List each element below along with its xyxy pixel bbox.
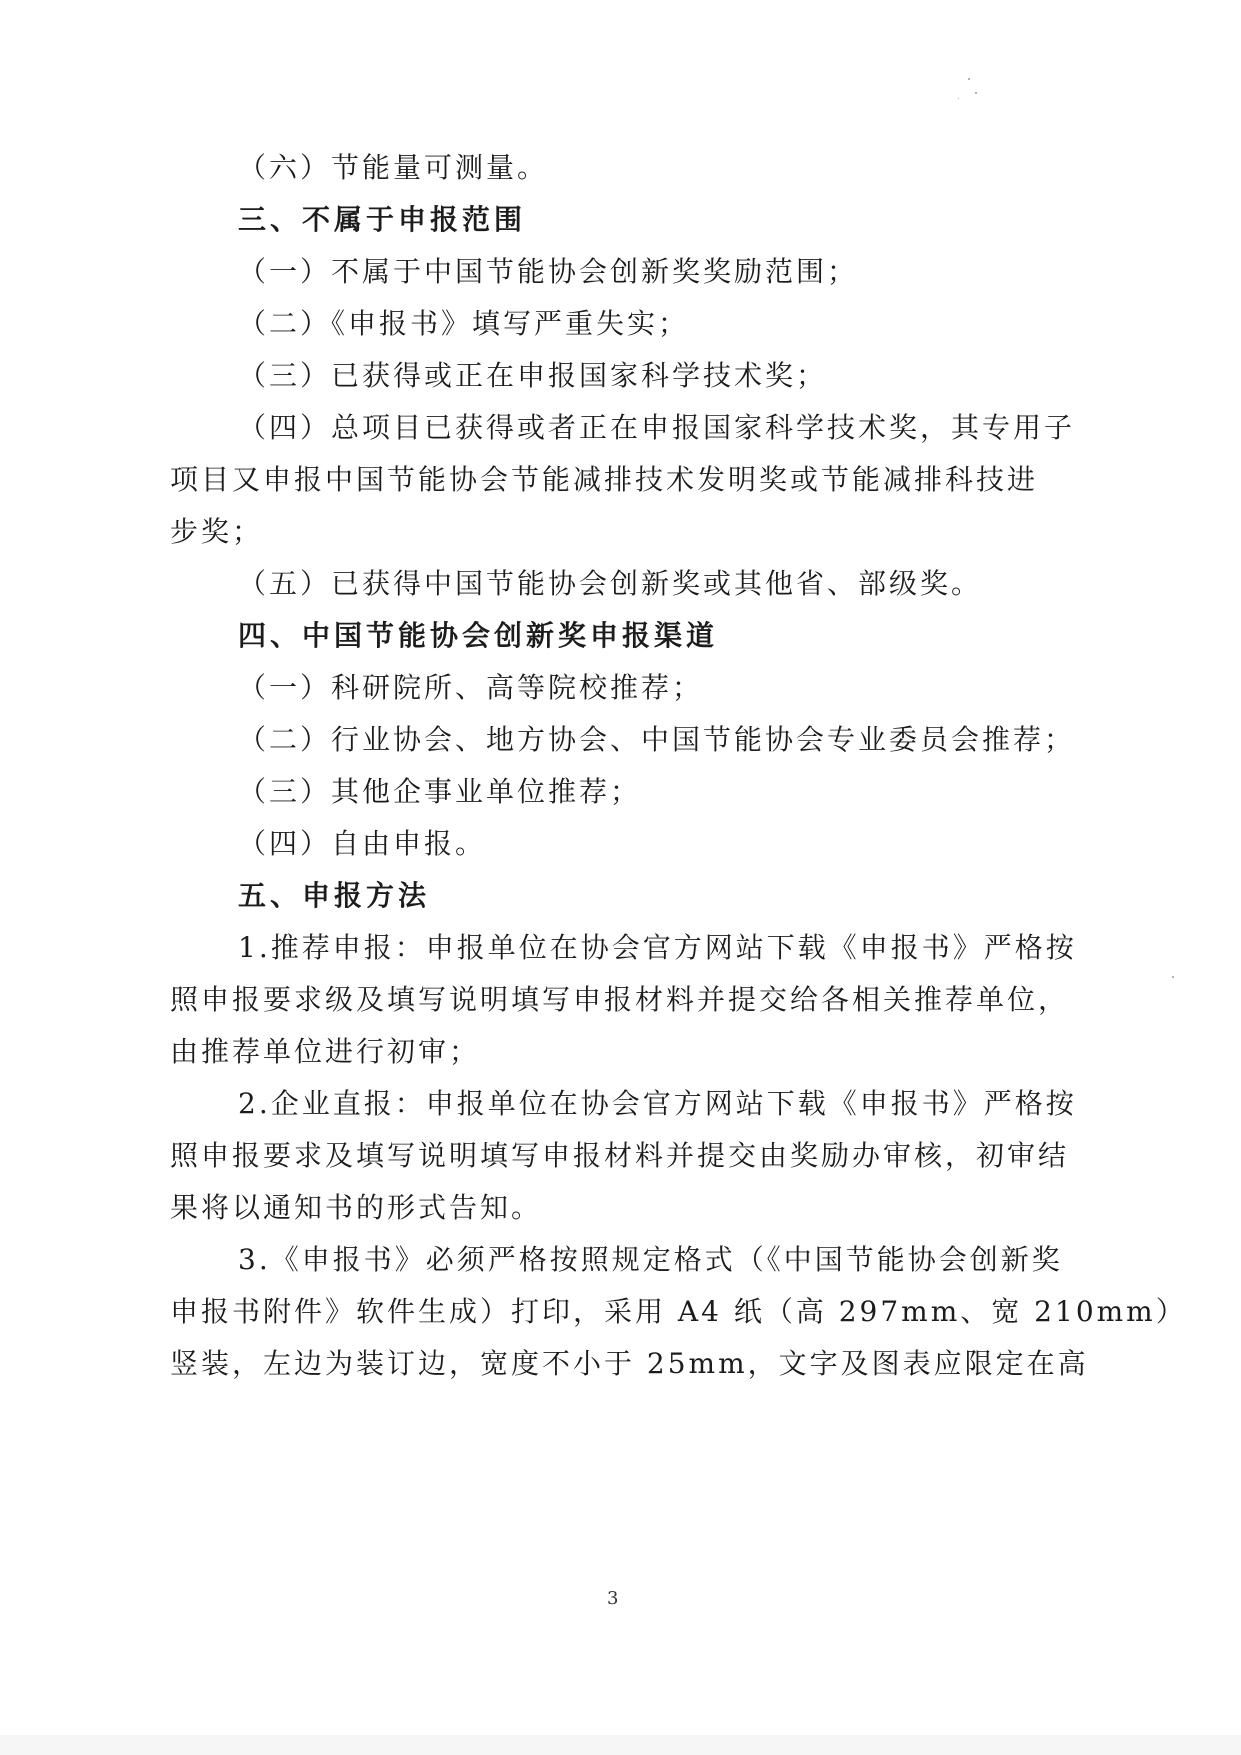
exclusion-item-1: （一）不属于中国节能协会创新奖奖励范围； xyxy=(238,255,859,288)
heading-section-5: 五、申报方法 xyxy=(238,879,431,912)
exclusion-item-5: （五）已获得中国节能协会创新奖或其他省、部级奖。 xyxy=(238,567,983,600)
scan-speck xyxy=(1172,976,1174,978)
exclusion-item-4-cont-2: 步奖； xyxy=(170,515,264,548)
heading-section-3: 三、不属于申报范围 xyxy=(238,203,527,236)
scan-bottom-edge xyxy=(0,1735,1241,1755)
exclusion-item-3: （三）已获得或正在申报国家科学技术奖； xyxy=(238,359,828,392)
channel-item-3: （三）其他企事业单位推荐； xyxy=(238,775,642,808)
channel-item-1: （一）科研院所、高等院校推荐； xyxy=(238,671,704,704)
method-item-3-cont-2: 竖装，左边为装订边，宽度不小于 25mm，文字及图表应限定在高 xyxy=(170,1347,1089,1380)
page-number: 3 xyxy=(607,1588,619,1609)
exclusion-item-4-cont-1: 项目又申报中国节能协会节能减排技术发明奖或节能减排科技进 xyxy=(170,463,1039,496)
heading-section-4: 四、中国节能协会创新奖申报渠道 xyxy=(238,619,719,652)
exclusion-item-2: （二）《申报书》填写严重失实； xyxy=(238,307,690,340)
scan-speck xyxy=(975,92,977,94)
scan-speck xyxy=(958,98,959,99)
method-item-2-cont-2: 果将以通知书的形式告知。 xyxy=(170,1191,543,1224)
exclusion-item-4: （四）总项目已获得或者正在申报国家科学技术奖，其专用子 xyxy=(238,411,1076,444)
method-item-3-cont-1: 申报书附件》软件生成）打印，采用 A4 纸（高 297mm、宽 210mm） xyxy=(170,1295,1187,1328)
method-item-3: 3.《申报书》必须严格按照规定格式（《中国节能协会创新奖 xyxy=(238,1243,1063,1276)
scan-speck xyxy=(968,78,970,80)
method-item-2: 2.企业直报：申报单位在协会官方网站下载《申报书》严格按 xyxy=(238,1087,1077,1120)
method-item-1-cont-2: 由推荐单位进行初审； xyxy=(170,1035,481,1068)
item-6-measurable: （六）节能量可测量。 xyxy=(238,151,549,184)
method-item-1: 1.推荐申报：申报单位在协会官方网站下载《申报书》严格按 xyxy=(238,931,1077,964)
channel-item-2: （二）行业协会、地方协会、中国节能协会专业委员会推荐； xyxy=(238,723,1076,756)
method-item-1-cont-1: 照申报要求级及填写说明填写申报材料并提交给各相关推荐单位， xyxy=(170,983,1070,1016)
channel-item-4: （四）自由申报。 xyxy=(238,827,487,860)
method-item-2-cont-1: 照申报要求及填写说明填写申报材料并提交由奖励办审核，初审结 xyxy=(170,1139,1070,1172)
